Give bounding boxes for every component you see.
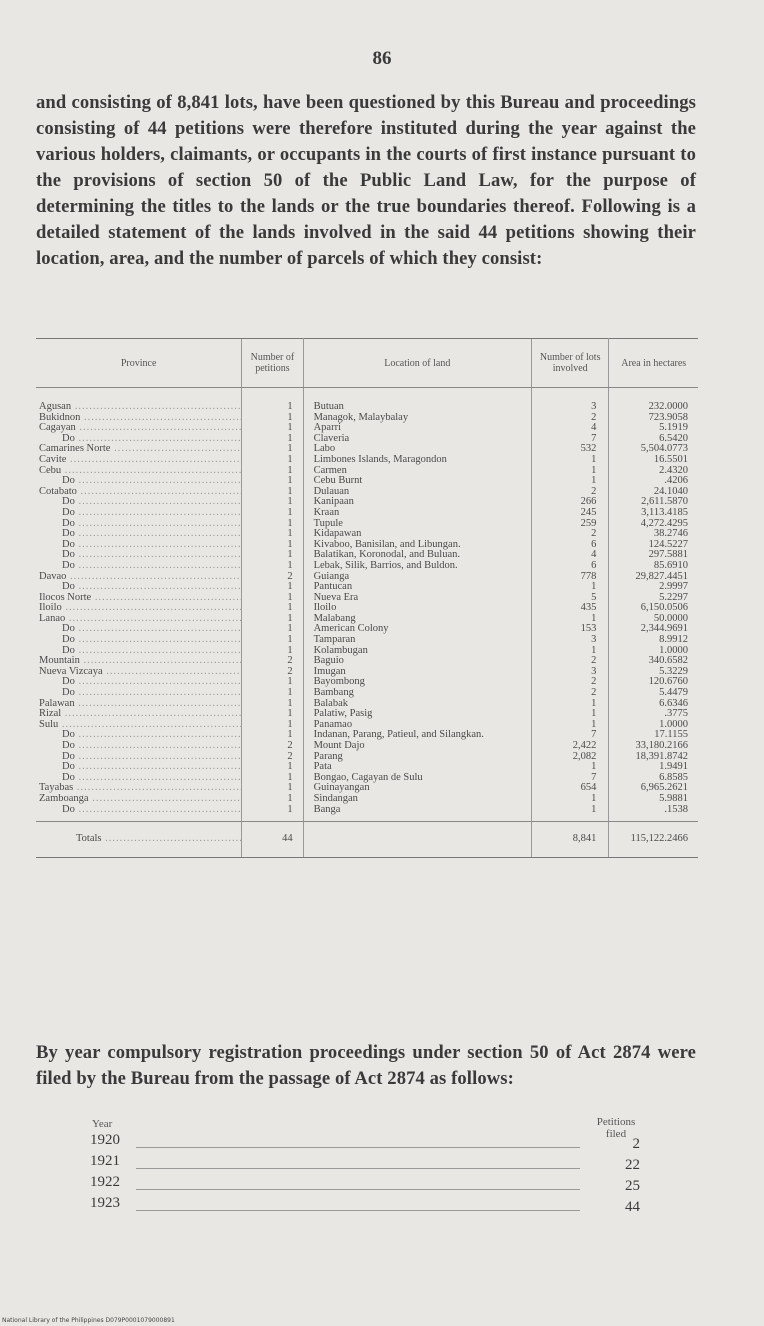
- petitions-cell: 1: [242, 497, 303, 508]
- petitions-cell: 1: [242, 805, 303, 822]
- area-cell: 18,391.8742: [635, 751, 688, 762]
- year-value: 1923: [90, 1195, 120, 1211]
- lots-cell: 532: [531, 444, 608, 455]
- lots-cell: 6: [531, 540, 608, 551]
- area-cell: 5,504.0773: [640, 444, 688, 455]
- location-cell: Iloilo: [313, 603, 337, 614]
- location-cell: Bongao, Cagayan de Sulu: [313, 772, 423, 783]
- table-row: [36, 476, 698, 487]
- area-cell: 5.9881: [659, 793, 688, 804]
- location-cell: Tupule: [313, 518, 343, 529]
- petitions-cell: 1: [242, 413, 303, 424]
- location-cell: Balatikan, Koronodal, and Buluan.: [313, 550, 460, 561]
- leader-rule: [136, 1189, 580, 1190]
- province-cell: Do .....: [62, 741, 242, 751]
- province-cell: Do .....: [62, 434, 242, 444]
- province-cell: Palawan .....: [39, 699, 242, 709]
- totals-lots: 8,841: [531, 822, 608, 858]
- area-cell: 38.2746: [653, 529, 688, 540]
- location-cell: Indanan, Parang, Patieul, and Silangkan.: [313, 730, 484, 741]
- area-cell: 85.6910: [653, 560, 688, 571]
- footer-credit: National Library of the Philippines D079P0001079000891: [2, 1317, 175, 1324]
- location-cell: Claveria: [313, 433, 350, 444]
- location-cell: Lebak, Silik, Barrios, and Buldon.: [313, 560, 458, 571]
- lots-cell: 7: [531, 773, 608, 784]
- location-cell: Cebu Burnt: [313, 476, 363, 487]
- province-cell: Mountain .....: [39, 656, 242, 666]
- table-row: [36, 741, 698, 752]
- province-cell: Do .....: [62, 497, 242, 507]
- province-cell: Do .....: [62, 773, 242, 783]
- lots-cell: 2: [531, 413, 608, 424]
- table-row: [36, 444, 698, 455]
- totals-petitions: 44: [242, 822, 303, 858]
- location-cell: Kidapawan: [313, 529, 362, 540]
- area-cell: 120.6760: [648, 677, 688, 688]
- petitions-cell: 1: [242, 688, 303, 699]
- header-lots: Number of lots involved: [531, 339, 608, 388]
- province-cell: Cagayan .....: [39, 423, 242, 433]
- location-cell: Sindangan: [313, 793, 358, 804]
- petitions-cell: 1: [242, 519, 303, 530]
- location-cell: Baguio: [313, 656, 344, 667]
- province-cell: Do .....: [62, 519, 242, 529]
- province-cell: Do .....: [62, 688, 242, 698]
- petitions-cell: 1: [242, 434, 303, 445]
- province-cell: Zamboanga .....: [39, 794, 242, 804]
- area-cell: 6.8585: [659, 772, 688, 783]
- header-location: Location of land: [303, 339, 531, 388]
- year-value: 1921: [90, 1153, 120, 1169]
- lots-cell: 1: [531, 762, 608, 773]
- petitions-filed-value: 44: [625, 1199, 640, 1215]
- location-cell: Balabak: [313, 698, 348, 709]
- province-cell: Bukidnon .....: [39, 413, 242, 423]
- province-cell: Cotabato .....: [39, 487, 242, 497]
- petitions-cell: 1: [242, 388, 303, 413]
- year-row: [90, 1195, 650, 1215]
- table-row: [36, 529, 698, 540]
- province-cell: Do .....: [62, 582, 242, 592]
- totals-area: 115,122.2466: [609, 822, 698, 858]
- header-area: Area in hectares: [609, 339, 698, 388]
- location-cell: Labo: [313, 444, 336, 455]
- area-cell: 16.5501: [653, 454, 688, 465]
- province-cell: Tayabas .....: [39, 783, 242, 793]
- totals-label: Totals .....: [76, 833, 242, 844]
- lots-cell: 1: [531, 699, 608, 710]
- table-row: [36, 709, 698, 720]
- lots-cell: 2,422: [531, 741, 608, 752]
- year-value: 1922: [90, 1174, 120, 1190]
- province-cell: Nueva Vizcaya .....: [39, 667, 242, 677]
- paragraph-intro: and consisting of 8,841 lots, have been questioned by this Bureau and proceedings consisting of 44 petitions were therefore instituted during the year against the various holders, claimants, or occupants in the courts of first instance pursuant to the provisions of section 50 of the Public Land Law, for the purpose of determining the titles to the lands or the true boundaries thereof. Following is a detailed statement of the lands involved in the said 44 petitions showing their location, area, and the number of parcels of which they consist:: [36, 92, 696, 269]
- area-cell: .4206: [664, 476, 688, 487]
- table-row: [36, 561, 698, 572]
- petitions-cell: 1: [242, 762, 303, 773]
- location-cell: Aparri: [313, 423, 341, 434]
- location-cell: Guianga: [313, 571, 350, 582]
- area-cell: 3,113.4185: [641, 507, 688, 518]
- lots-cell: 153: [531, 624, 608, 635]
- petitions-cell: 1: [242, 476, 303, 487]
- lots-cell: 245: [531, 508, 608, 519]
- area-cell: .1538: [609, 805, 698, 822]
- table-row: [36, 497, 698, 508]
- petitions-cell: 1: [242, 508, 303, 519]
- lots-cell: 1: [531, 582, 608, 593]
- petitions-cell: 1: [242, 730, 303, 741]
- lots-cell: 2: [531, 656, 608, 667]
- location-cell: Managok, Malaybalay: [313, 412, 409, 423]
- petitions-cell: 1: [242, 677, 303, 688]
- petitions-cell: 1: [242, 466, 303, 477]
- lots-cell: 435: [531, 603, 608, 614]
- table-row: [36, 677, 698, 688]
- area-cell: 6,150.0506: [640, 603, 688, 614]
- province-cell: Do .....: [62, 635, 242, 645]
- petitions-cell: 1: [242, 709, 303, 720]
- province-cell: Do .....: [62, 476, 242, 486]
- area-cell: 5.3229: [659, 666, 688, 677]
- province-cell: Cebu .....: [39, 466, 242, 476]
- province-cell: Do .....: [62, 730, 242, 740]
- table-row: [36, 434, 698, 445]
- petitions-cell: 2: [242, 741, 303, 752]
- petitions-cell: 2: [242, 667, 303, 678]
- province-cell: Do .....: [62, 624, 242, 634]
- totals-row: [36, 822, 698, 858]
- province-cell: Do .....: [62, 646, 242, 656]
- table-row: [36, 688, 698, 699]
- location-cell: Tamparan: [313, 635, 356, 646]
- lots-cell: 266: [531, 497, 608, 508]
- lots-cell: 1: [531, 476, 608, 487]
- petitions-cell: 1: [242, 794, 303, 805]
- table-row: [36, 593, 698, 604]
- area-cell: 1.0000: [659, 719, 688, 730]
- petitions-cell: 1: [242, 455, 303, 466]
- year-column-header: Year: [92, 1118, 113, 1130]
- table-row: [36, 572, 698, 583]
- lots-cell: 7: [531, 434, 608, 445]
- table-row: [36, 540, 698, 551]
- petitions-filed-value: 2: [632, 1136, 640, 1152]
- area-cell: 6.6346: [659, 698, 688, 709]
- lots-cell: 259: [531, 519, 608, 530]
- table-row: [36, 730, 698, 741]
- petitions-cell: 1: [242, 624, 303, 635]
- location-cell: Nueva Era: [313, 592, 359, 603]
- location-cell: Imugan: [313, 666, 346, 677]
- province-cell: Sulu .....: [39, 720, 242, 730]
- province-cell: Do .....: [62, 529, 242, 539]
- year-row: [90, 1174, 650, 1194]
- area-cell: 17.1155: [654, 730, 688, 741]
- province-cell: Do .....: [62, 762, 242, 772]
- area-cell: 6,965.2621: [640, 783, 688, 794]
- location-cell: Limbones Islands, Maragondon: [313, 454, 447, 465]
- area-cell: 297.5881: [648, 550, 688, 561]
- location-cell: Mount Dajo: [313, 741, 365, 751]
- table-row: [36, 455, 698, 466]
- page-number: 86: [372, 48, 392, 69]
- lots-cell: 1: [531, 646, 608, 657]
- location-cell: Kanipaan: [313, 497, 354, 508]
- province-cell: Cavite .....: [39, 455, 242, 465]
- table-row: [36, 624, 698, 635]
- petitions-cell: 1: [242, 720, 303, 731]
- table-row: [36, 603, 698, 614]
- petitions-cell: 2: [242, 572, 303, 583]
- lots-cell: 1: [531, 794, 608, 805]
- area-cell: 723.9058: [648, 412, 688, 423]
- province-cell: Do .....: [62, 540, 242, 550]
- lots-cell: 2: [531, 529, 608, 540]
- location-cell: Malabang: [313, 613, 356, 624]
- petitions-filed-header: Petitions filed: [596, 1116, 636, 1140]
- table-row: [36, 582, 698, 593]
- table-row: [36, 550, 698, 561]
- year-row: [90, 1153, 650, 1173]
- petitions-filed-value: 22: [625, 1157, 640, 1173]
- province-cell: Davao .....: [39, 572, 242, 582]
- lots-cell: 4: [531, 423, 608, 434]
- province-cell: Do .....: [62, 805, 242, 815]
- area-cell: 1.9491: [659, 762, 688, 773]
- header-province: Province: [36, 339, 242, 388]
- area-cell: 5.2297: [659, 592, 688, 603]
- table-row: [36, 646, 698, 657]
- area-cell: 2,344.9691: [640, 624, 688, 635]
- table-row: [36, 519, 698, 530]
- area-cell: 1.0000: [659, 645, 688, 656]
- lots-cell: 3: [531, 667, 608, 678]
- location-cell: Panamao: [313, 719, 353, 730]
- table-row: [36, 508, 698, 519]
- location-cell: Kivaboo, Banisilan, and Libungan.: [313, 539, 461, 550]
- petitions-cell: 1: [242, 646, 303, 657]
- province-cell: Do .....: [62, 550, 242, 560]
- area-cell: 2.4320: [659, 465, 688, 476]
- lots-cell: 2: [531, 677, 608, 688]
- lots-cell: 1: [531, 455, 608, 466]
- province-cell: Do .....: [62, 508, 242, 518]
- table-row: [36, 656, 698, 667]
- location-cell: Dulauan: [313, 486, 350, 497]
- table-row: [36, 699, 698, 710]
- table-row: [36, 388, 698, 413]
- table-row: [36, 667, 698, 678]
- location-cell: Pata: [313, 762, 332, 773]
- petitions-cell: 1: [242, 561, 303, 572]
- table-row: [36, 783, 698, 794]
- table-row: [36, 423, 698, 434]
- location-cell: American Colony: [313, 624, 389, 635]
- petitions-cell: 1: [242, 540, 303, 551]
- lots-cell: 1: [531, 614, 608, 625]
- province-cell: Agusan .....: [39, 401, 242, 412]
- lots-cell: 654: [531, 783, 608, 794]
- petitions-cell: 2: [242, 656, 303, 667]
- lots-cell: 6: [531, 561, 608, 572]
- petitions-cell: 1: [242, 593, 303, 604]
- table-row: [36, 762, 698, 773]
- lots-cell: 2,082: [531, 752, 608, 763]
- lots-cell: 7: [531, 730, 608, 741]
- petitions-cell: 1: [242, 444, 303, 455]
- table-row: [36, 413, 698, 424]
- area-cell: 4,272.4295: [640, 518, 688, 529]
- table-row: [36, 805, 698, 822]
- petitions-cell: 1: [242, 603, 303, 614]
- location-cell: Banga: [303, 805, 531, 822]
- petitions-cell: 1: [242, 582, 303, 593]
- area-cell: 5.4479: [659, 688, 688, 699]
- province-cell: Camarines Norte .....: [39, 444, 242, 454]
- location-cell: Guinayangan: [313, 783, 370, 794]
- table-row: [36, 773, 698, 784]
- lots-cell: 1: [531, 720, 608, 731]
- area-cell: 232.0000: [648, 401, 688, 412]
- province-cell: Do .....: [62, 752, 242, 762]
- petitions-cell: 1: [242, 550, 303, 561]
- province-cell: Do .....: [62, 561, 242, 571]
- area-cell: .3775: [664, 709, 688, 720]
- area-cell: 124.5227: [648, 539, 688, 550]
- location-cell: Palatiw, Pasig: [313, 709, 373, 720]
- area-cell: 340.6582: [648, 656, 688, 667]
- area-cell: 2.9997: [659, 582, 688, 593]
- petitions-cell: 1: [242, 773, 303, 784]
- area-cell: 6.5420: [659, 433, 688, 444]
- location-cell: Bambang: [313, 688, 354, 699]
- petitions-cell: 1: [242, 783, 303, 794]
- area-cell: 2,611.5870: [641, 497, 688, 508]
- petitions-cell: 1: [242, 614, 303, 625]
- area-cell: 5.1919: [659, 423, 688, 434]
- area-cell: 8.9912: [659, 635, 688, 646]
- year-value: 1920: [90, 1132, 120, 1148]
- petitions-cell: 1: [242, 487, 303, 498]
- table-row: [36, 614, 698, 625]
- petitions-cell: 2: [242, 752, 303, 763]
- year-row: [90, 1132, 650, 1152]
- province-cell: Ilocos Norte .....: [39, 593, 242, 603]
- lots-cell: 2: [531, 487, 608, 498]
- paragraph-by-year: By year compulsory registration proceedings under section 50 of Act 2874 were filed by the Bureau from the passage of Act 2874 as follows:: [36, 1042, 696, 1089]
- location-cell: Kraan: [313, 507, 340, 518]
- lots-cell: 1: [531, 709, 608, 720]
- table-row: [36, 752, 698, 763]
- area-cell: 29,827.4451: [635, 571, 688, 582]
- lots-cell: 5: [531, 593, 608, 604]
- province-cell: Rizal .....: [39, 709, 242, 719]
- location-cell: Kolambugan: [313, 645, 368, 656]
- petitions-cell: 1: [242, 635, 303, 646]
- table-body: [36, 388, 698, 858]
- lots-cell: 778: [531, 572, 608, 583]
- table-row: [36, 466, 698, 477]
- leader-rule: [136, 1210, 580, 1211]
- lots-cell: 1: [531, 466, 608, 477]
- area-cell: 33,180.2166: [635, 741, 688, 751]
- leader-rule: [136, 1168, 580, 1169]
- lots-cell: 3: [531, 388, 608, 413]
- table-header-row: [36, 339, 698, 388]
- location-cell: Butuan: [313, 401, 344, 412]
- province-cell: Lanao .....: [39, 614, 242, 624]
- lots-cell: 2: [531, 688, 608, 699]
- area-cell: 50.0000: [653, 613, 688, 624]
- table-row: [36, 720, 698, 731]
- lands-statement-table: [36, 338, 698, 858]
- petitions-cell: 1: [242, 423, 303, 434]
- table-row: [36, 794, 698, 805]
- petitions-cell: 1: [242, 529, 303, 540]
- area-cell: 24.1040: [653, 486, 688, 497]
- province-cell: Do .....: [62, 677, 242, 687]
- location-cell: Bayombong: [313, 677, 365, 688]
- location-cell: Parang: [313, 751, 343, 762]
- lots-cell: 1: [531, 805, 608, 822]
- lots-cell: 4: [531, 550, 608, 561]
- petitions-filed-value: 25: [625, 1178, 640, 1194]
- location-cell: Pantucan: [313, 582, 353, 593]
- location-cell: Carmen: [313, 465, 347, 476]
- leader-rule: [136, 1147, 580, 1148]
- table-row: [36, 487, 698, 498]
- header-petitions: Number of petitions: [242, 339, 303, 388]
- lots-cell: 3: [531, 635, 608, 646]
- table-row: [36, 635, 698, 646]
- petitions-cell: 1: [242, 699, 303, 710]
- province-cell: Iloilo .....: [39, 603, 242, 613]
